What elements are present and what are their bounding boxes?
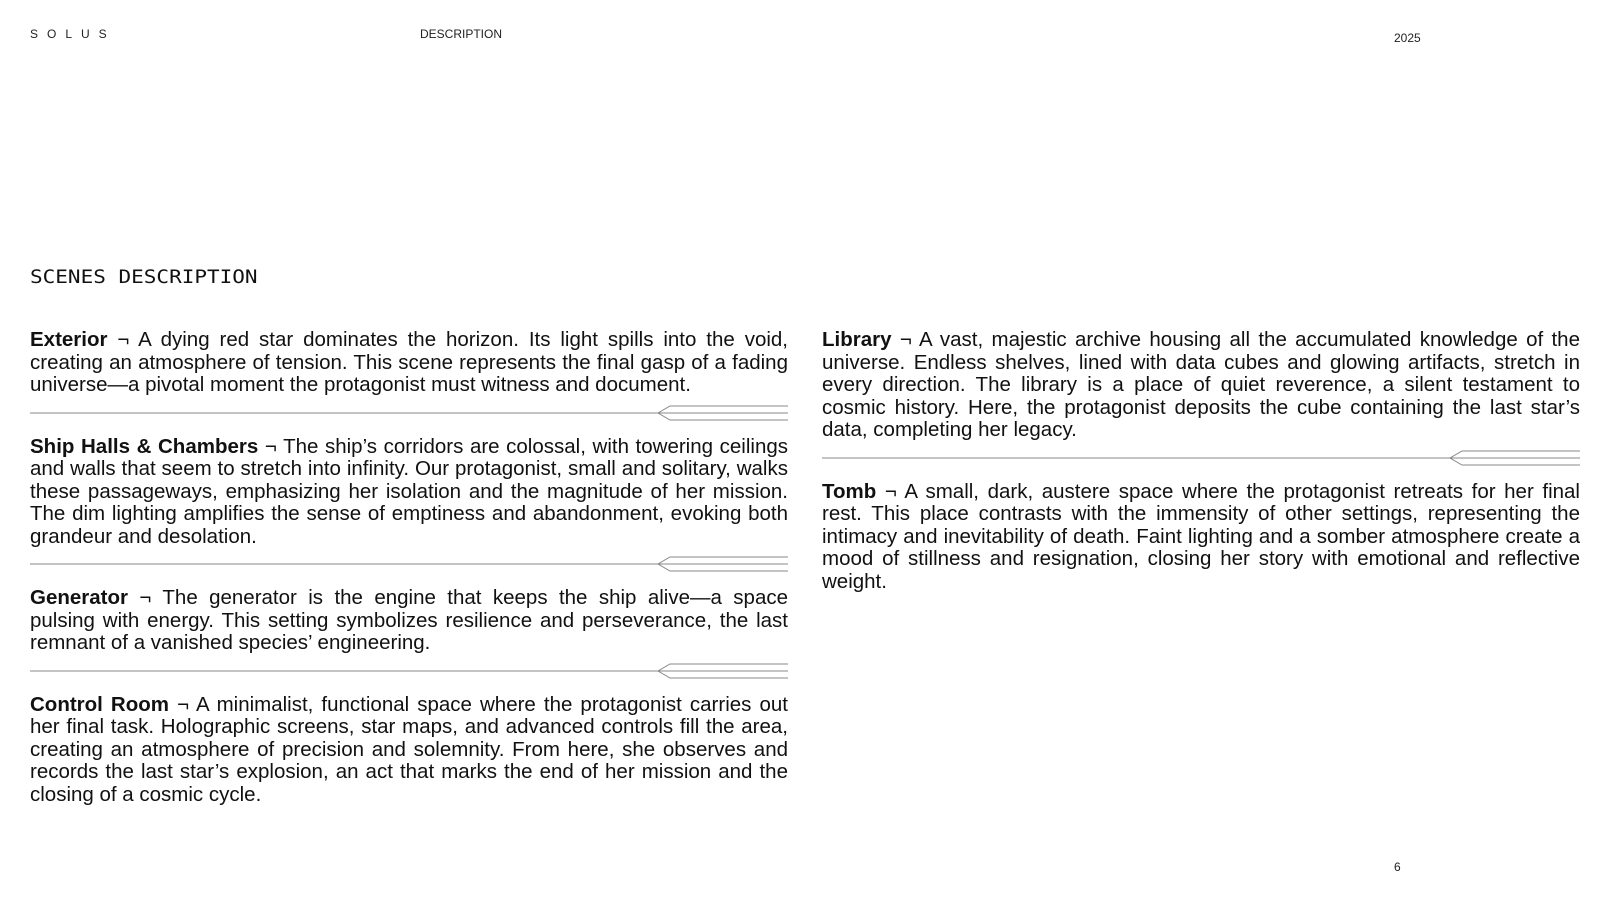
scene-text: A small, dark, austere space where the protagonist retreats for her final rest. This place contrasts with the immensity of other settings, representing the intimacy and inevitability of death. Faint lighting and a somber atmosphere create a mood of stillness and resignation, closing her story with emotional and reflective weight.: [822, 479, 1580, 593]
scene-title: Exterior: [30, 328, 108, 351]
divider: [30, 402, 788, 424]
scene-ship-halls: [30, 436, 788, 549]
scene-separator: ¬: [139, 586, 152, 609]
scene-title: Ship Halls & Chambers: [30, 434, 259, 458]
scene-separator: ¬: [899, 328, 912, 351]
divider: [30, 660, 788, 682]
page-number: 6: [1394, 860, 1401, 874]
scene-text: The generator is the engine that keeps the ship alive—a space pulsing with energy. This setting symbolizes resilience and perseverance, the last remnant of a vanished species’ engineering.: [30, 586, 788, 654]
scene-text: A minimalist, functional space where the protagonist carries out her final task. Holographic screens, star maps, and advanced controls fill the area, creating an atmosphere of precision and solemnity. From here, she observes and records the last star’s explosion, an act that marks the end of her mission and the closing of a cosmic cycle.: [30, 692, 788, 806]
scene-title: Control Room: [30, 692, 169, 716]
scene-separator: ¬: [117, 328, 130, 351]
scene-exterior: [30, 329, 788, 397]
year-label: 2025: [1394, 31, 1421, 45]
scene-tomb: [822, 481, 1580, 594]
divider: [822, 447, 1580, 469]
page-heading: SCENES DESCRIPTION: [30, 266, 258, 288]
scene-generator: [30, 587, 788, 655]
section-label: DESCRIPTION: [420, 27, 503, 41]
divider: [30, 553, 788, 575]
scene-separator: ¬: [884, 479, 897, 503]
scene-text: The ship’s corridors are colossal, with towering ceilings and walls that seem to stretch into infinity. Our protagonist, small and solitary, walks these passageways, emphasizing her isolation and the magnitude of her mission. The dim lighting amplifies the sense of emptiness and abandonment, evoking both grandeur and desolation.: [30, 434, 788, 548]
scene-control-room: [30, 694, 788, 807]
scene-separator: ¬: [264, 434, 277, 458]
scene-title: Library: [822, 328, 892, 351]
scene-separator: ¬: [177, 692, 190, 716]
scene-text: A dying red star dominates the horizon. Its light spills into the void, creating an atmosphere of tension. This scene represents the final gasp of a fading universe—a pivotal moment the protagonist must witness and document.: [30, 328, 788, 396]
scene-title: Tomb: [822, 479, 877, 503]
scene-library: [822, 329, 1580, 442]
scene-text: A vast, majestic archive housing all the accumulated knowledge of the universe. Endless shelves, lined with data cubes and glowing artifacts, stretch in every direction. The library is a place of quiet reverence, a silent testament to cosmic history. Here, the protagonist deposits the cube containing the last star’s data, completing her legacy.: [822, 328, 1580, 441]
left-column: [30, 329, 788, 806]
scene-title: Generator: [30, 586, 128, 609]
right-column: [822, 329, 1580, 593]
brand-logo: SOLUS: [30, 27, 116, 41]
